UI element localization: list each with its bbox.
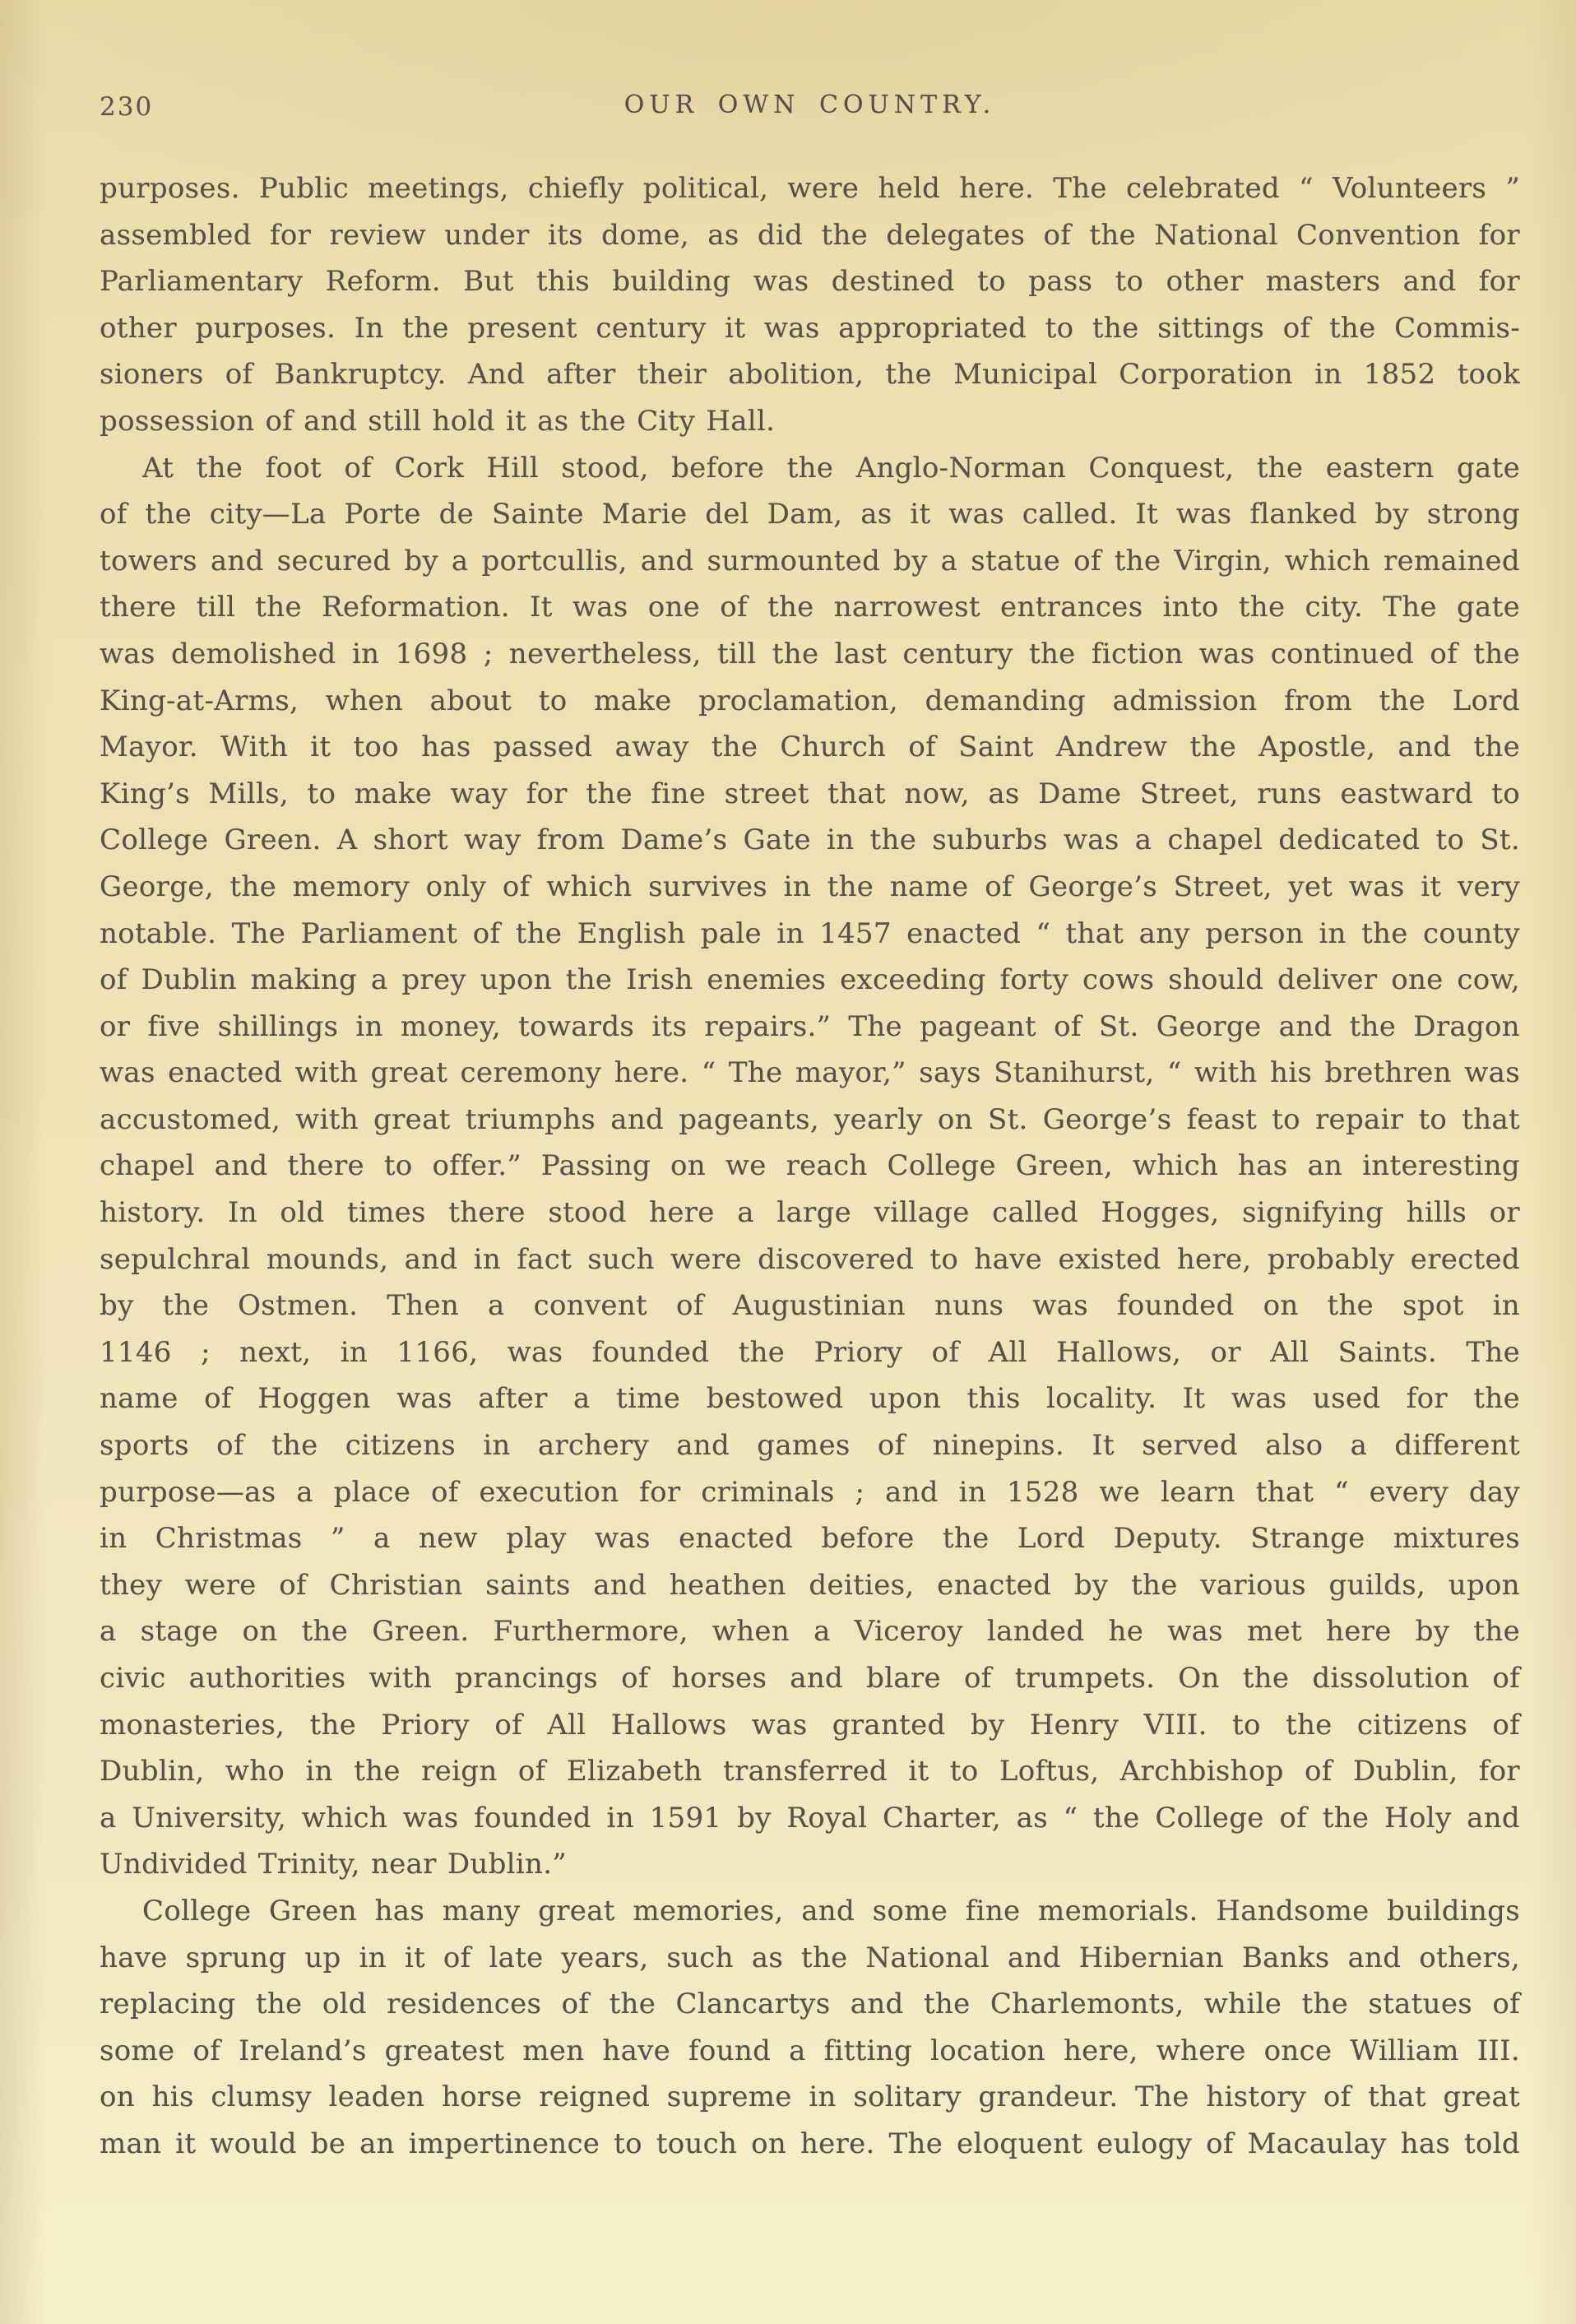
- body-line: history. In old times there stood here a large village called Hogges, signifying hills or: [100, 1196, 1520, 1230]
- body-line: or five shillings in money, towards its repairs.” The pageant of St. George and the Dragon: [100, 1009, 1520, 1043]
- body-line: replacing the old residences of the Clancartys and the Charlemonts, while the statues of: [100, 1988, 1520, 2021]
- body-line: At the foot of Cork Hill stood, before the Anglo-Norman Conquest, the eastern gate: [142, 451, 1520, 485]
- body-line: name of Hoggen was after a time bestowed upon this locality. It was used for the: [100, 1382, 1520, 1416]
- body-line: they were of Christian saints and heathen deities, enacted by the various guilds, upon: [100, 1568, 1520, 1602]
- body-line: purposes. Public meetings, chiefly political, were held here. The celebrated “ Volunteers ”: [100, 172, 1520, 205]
- body-line: Parliamentary Reform. But this building was destined to pass to other masters and for: [100, 265, 1520, 299]
- body-line: civic authorities with prancings of horses and blare of trumpets. On the dissolution of: [100, 1662, 1520, 1695]
- body-line: was demolished in 1698 ; nevertheless, till the last century the fiction was continued of the: [100, 637, 1520, 670]
- body-line: sports of the citizens in archery and games of ninepins. It served also a different: [100, 1429, 1520, 1463]
- body-line: of the city—La Porte de Sainte Marie del Dam, as it was called. It was flanked by strong: [100, 498, 1520, 531]
- body-line: in Christmas ” a new play was enacted before the Lord Deputy. Strange mixtures: [100, 1522, 1520, 1556]
- body-line: a University, which was founded in 1591 by Royal Charter, as “ the College of the Holy and: [100, 1801, 1520, 1835]
- body-line: College Green. A short way from Dame’s Gate in the suburbs was a chapel dedicated to St.: [100, 823, 1520, 857]
- body-line: Mayor. With it too has passed away the Church of Saint Andrew the Apostle, and the: [100, 731, 1520, 764]
- body-line: of Dublin making a prey upon the Irish enemies exceeding forty cows should deliver one cow,: [100, 963, 1520, 997]
- body-line: by the Ostmen. Then a convent of Augustinian nuns was founded on the spot in: [100, 1289, 1520, 1323]
- body-line: there till the Reformation. It was one of the narrowest entrances into the city. The gate: [100, 591, 1520, 624]
- body-line: some of Ireland’s greatest men have found a fitting location here, where once William III.: [100, 2034, 1520, 2067]
- body-line: chapel and there to offer.” Passing on we reach College Green, which has an interesting: [100, 1149, 1520, 1183]
- page-number: 230: [100, 92, 154, 122]
- text-block: [100, 165, 1520, 2168]
- body-line: notable. The Parliament of the English pale in 1457 enacted “ that any person in the county: [100, 916, 1520, 950]
- body-line: 1146 ; next, in 1166, was founded the Priory of All Hallows, or All Saints. The: [100, 1335, 1520, 1369]
- body-line: monasteries, the Priory of All Hallows was granted by Henry VIII. to the citizens of: [100, 1708, 1520, 1742]
- body-line: sioners of Bankruptcy. And after their abolition, the Municipal Corporation in 1852 took: [100, 358, 1520, 392]
- body-line: George, the memory only of which survives in the name of George’s Street, yet was it very: [100, 870, 1520, 903]
- body-line: King-at-Arms, when about to make proclamation, demanding admission from the Lord: [100, 684, 1520, 717]
- body-line: purpose—as a place of execution for criminals ; and in 1528 we learn that “ every day: [100, 1475, 1520, 1509]
- body-line: on his clumsy leaden horse reigned supreme in solitary grandeur. The history of that great: [100, 2080, 1520, 2114]
- body-line: other purposes. In the present century it was appropriated to the sittings of the Commis-: [100, 311, 1520, 345]
- body-line: towers and secured by a portcullis, and surmounted by a statue of the Virgin, which remained: [100, 544, 1520, 578]
- body-line: was enacted with great ceremony here. “ The mayor,” says Stanihurst, “ with his brethren was: [100, 1056, 1520, 1090]
- body-line: assembled for review under its dome, as did the delegates of the National Convention for: [100, 218, 1520, 252]
- body-line: accustomed, with great triumphs and pageants, yearly on St. George’s feast to repair to that: [100, 1102, 1520, 1136]
- body-line: College Green has many great memories, and some fine memorials. Handsome buildings: [142, 1894, 1520, 1927]
- body-line: King’s Mills, to make way for the fine street that now, as Dame Street, runs eastward to: [100, 777, 1520, 810]
- body-line: Undivided Trinity, near Dublin.”: [100, 1848, 567, 1881]
- running-title: OUR OWN COUNTRY.: [623, 90, 996, 119]
- running-head: [100, 90, 1520, 127]
- body-line: Dublin, who in the reign of Elizabeth transferred it to Loftus, Archbishop of Dublin, for: [100, 1755, 1520, 1788]
- body-line: a stage on the Green. Furthermore, when a Viceroy landed he was met here by the: [100, 1615, 1520, 1649]
- body-line: man it would be an impertinence to touch on here. The eloquent eulogy of Macaulay has told: [100, 2127, 1520, 2160]
- body-line: sepulchral mounds, and in fact such were discovered to have existed here, probably erected: [100, 1242, 1520, 1276]
- body-line: possession of and still hold it as the City Hall.: [100, 404, 776, 438]
- body-line: have sprung up in it of late years, such as the National and Hibernian Banks and others,: [100, 1941, 1520, 1974]
